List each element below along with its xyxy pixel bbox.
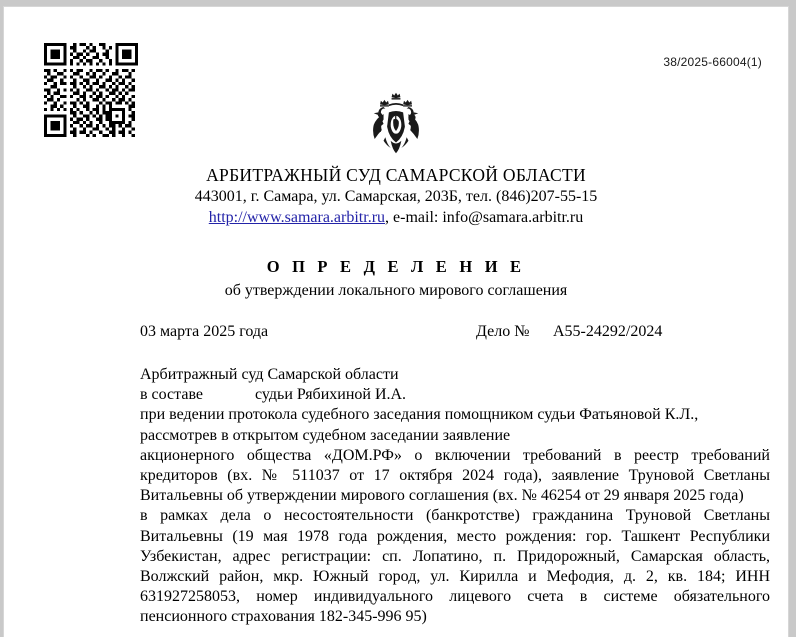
case-number-value: А55-24292/2024 bbox=[553, 323, 663, 340]
body-paragraph-application: акционерного общества «ДОМ.РФ» о включении требований в реестр требований кредиторов (вх. № 511037 от 17 октября 2024 года), заявление Труновой Светланы Витальевны об утверждении мирового соглашения (вх. № 46254 от 29 января 2025 года) bbox=[140, 446, 770, 505]
body-paragraph-case-details: в рамках дела о несостоятельности (банкротстве) гражданина Труновой Светланы Витальевны (19 мая 1978 года рождения, место рождения: гор. Ташкент Республики Узбекистан, адрес регистрации: сп. Лопатино, п. Придорожный, Самарская область, Волжский район, мкр. Южный город, ул. Кирилла и Мефодия, д. 2, кв. 184; ИНН 631927258053, номер индивидуального лицевого счета в системе обязательного пенсионного страхования 182-345-996 95) bbox=[140, 507, 770, 626]
document-number: 38/2025-66004(1) bbox=[663, 55, 762, 69]
document-meta-row bbox=[140, 323, 672, 341]
document-body bbox=[140, 365, 770, 628]
document-subtitle: об утверждении локального мирового соглашения bbox=[224, 282, 568, 299]
case-number-label: Дело № bbox=[476, 323, 530, 340]
document-date: 03 марта 2025 года bbox=[140, 323, 269, 340]
body-line-court: Арбитражный суд Самарской области bbox=[140, 366, 399, 383]
body-line-protocol: при ведении протокола судебного заседания помощником судьи Фатьяновой К.Л., bbox=[140, 406, 699, 424]
court-email-prefix: , e-mail: bbox=[385, 209, 443, 226]
document-title: О П Р Е Д Е Л Е Н И Е bbox=[266, 257, 526, 276]
court-email: info@samara.arbitr.ru bbox=[442, 209, 584, 226]
court-address: 443001, г. Самара, ул. Самарская, 203Б, тел. (846)207-55-15 bbox=[194, 188, 598, 205]
body-line-composition bbox=[140, 385, 770, 405]
composition-judge: судьи Рябихиной И.А. bbox=[255, 386, 407, 404]
court-contacts bbox=[4, 207, 788, 228]
court-website-link[interactable]: http://www.samara.arbitr.ru bbox=[208, 209, 386, 226]
composition-label: в составе bbox=[140, 386, 204, 404]
court-name: АРБИТРАЖНЫЙ СУД САМАРСКОЙ ОБЛАСТИ bbox=[206, 165, 586, 185]
document-page bbox=[3, 6, 789, 637]
court-header bbox=[4, 165, 788, 228]
body-line-considered: рассмотрев в открытом судебном заседании заявление bbox=[140, 426, 511, 444]
title-block bbox=[4, 256, 788, 302]
russian-coat-of-arms-icon bbox=[4, 91, 788, 157]
